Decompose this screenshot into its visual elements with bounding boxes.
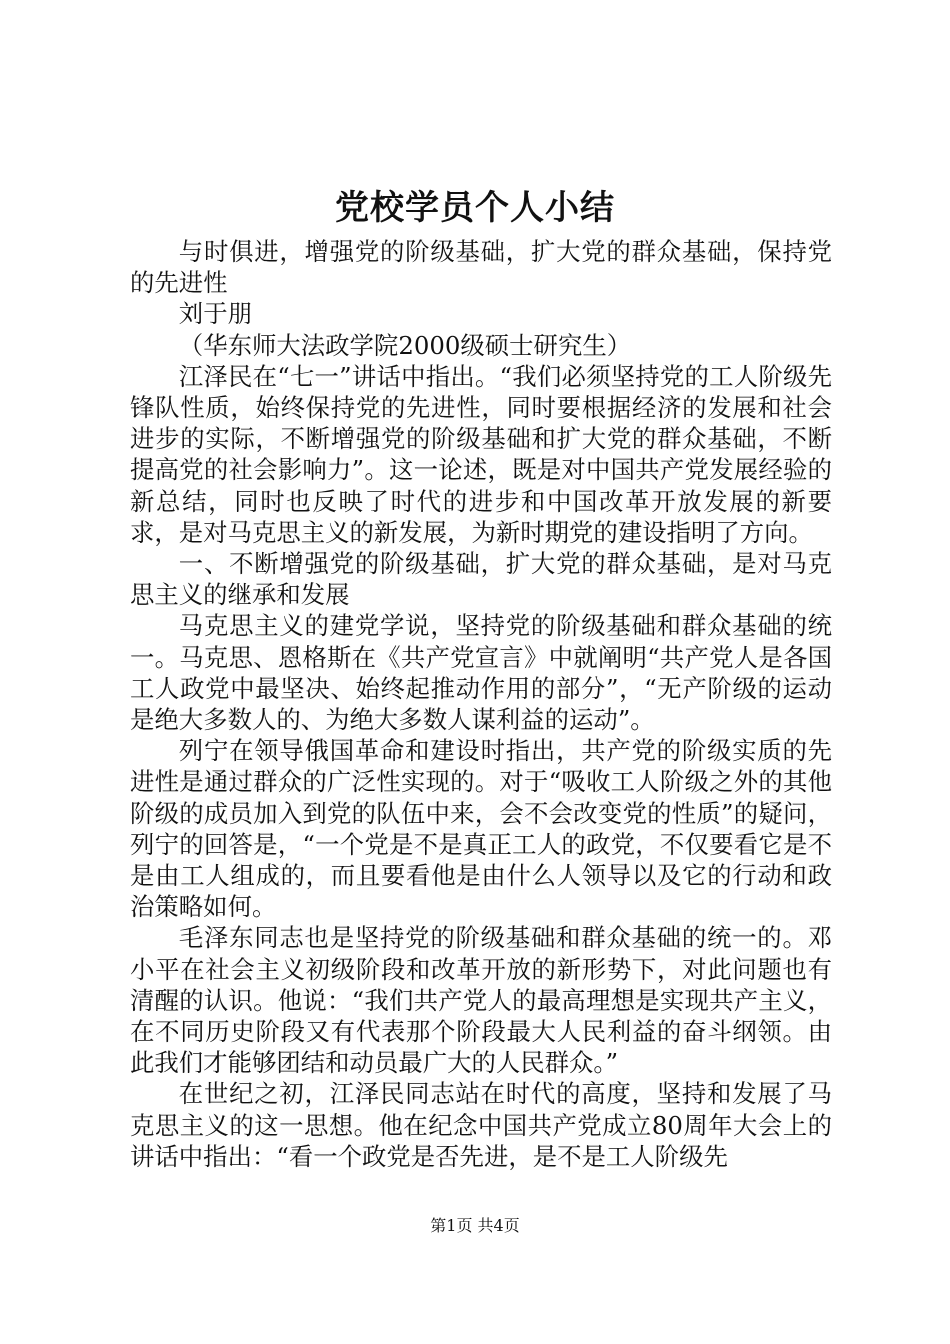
body-paragraph: 列宁在领导俄国革命和建设时指出，共产党的阶级实质的先进性是通过群众的广泛性实现的。对于“吸收工人阶级之外的其他阶级的成员加入到党的队伍中来，会不会改变党的性质”的疑问，列宁的回答是，“一个党是不是真正工人的政党，不仅要看它是不是由工人组成的，而且要看他是由什么人领导以及它的行动和政治策略如何。 <box>130 736 832 922</box>
document-body <box>130 236 832 1172</box>
body-paragraph: 在世纪之初，江泽民同志站在时代的高度，坚持和发展了马克思主义的这一思想。他在纪念中国共产党成立80周年大会上的讲话中指出：“看一个政党是否先进，是不是工人阶级先 <box>130 1079 832 1171</box>
page-number-footer: 第1页 共4页 <box>430 1216 520 1235</box>
body-paragraph: 马克思主义的建党学说，坚持党的阶级基础和群众基础的统一。马克思、恩格斯在《共产党宣言》中就阐明“共产党人是各国工人政党中最坚决、始终起推动作用的部分”，“无产阶级的运动是绝大多数人的、为绝大多数人谋利益的运动”。 <box>130 611 832 735</box>
author-name: 刘于朋 <box>178 299 252 329</box>
document-title: 党校学员个人小结 <box>335 188 615 228</box>
subtitle-paragraph: 与时俱进，增强党的阶级基础，扩大党的群众基础，保持党的先进性 <box>130 237 832 298</box>
body-paragraph: 毛泽东同志也是坚持党的阶级基础和群众基础的统一的。邓小平在社会主义初级阶段和改革开放的新形势下，对此问题也有清醒的认识。他说：“我们共产党人的最高理想是实现共产主义，在不同历史阶段又有代表那个阶段最大人民利益的奋斗纲领。由此我们才能够团结和动员最广大的人民群众。” <box>130 923 832 1078</box>
author-affiliation: （华东师大法政学院2000级硕士研究生） <box>178 330 632 360</box>
body-paragraph: 江泽民在“七一”讲话中指出。“我们必须坚持党的工人阶级先锋队性质，始终保持党的先进性，同时要根据经济的发展和社会进步的实际，不断增强党的阶级基础和扩大党的群众基础，不断提高党的社会影响力”。这一论述，既是对中国共产党发展经验的新总结，同时也反映了时代的进步和中国改革开放发展的新要求，是对马克思主义的新发展，为新时期党的建设指明了方向。 <box>130 361 832 547</box>
section-heading: 一、不断增强党的阶级基础，扩大党的群众基础，是对马克思主义的继承和发展 <box>130 549 832 610</box>
